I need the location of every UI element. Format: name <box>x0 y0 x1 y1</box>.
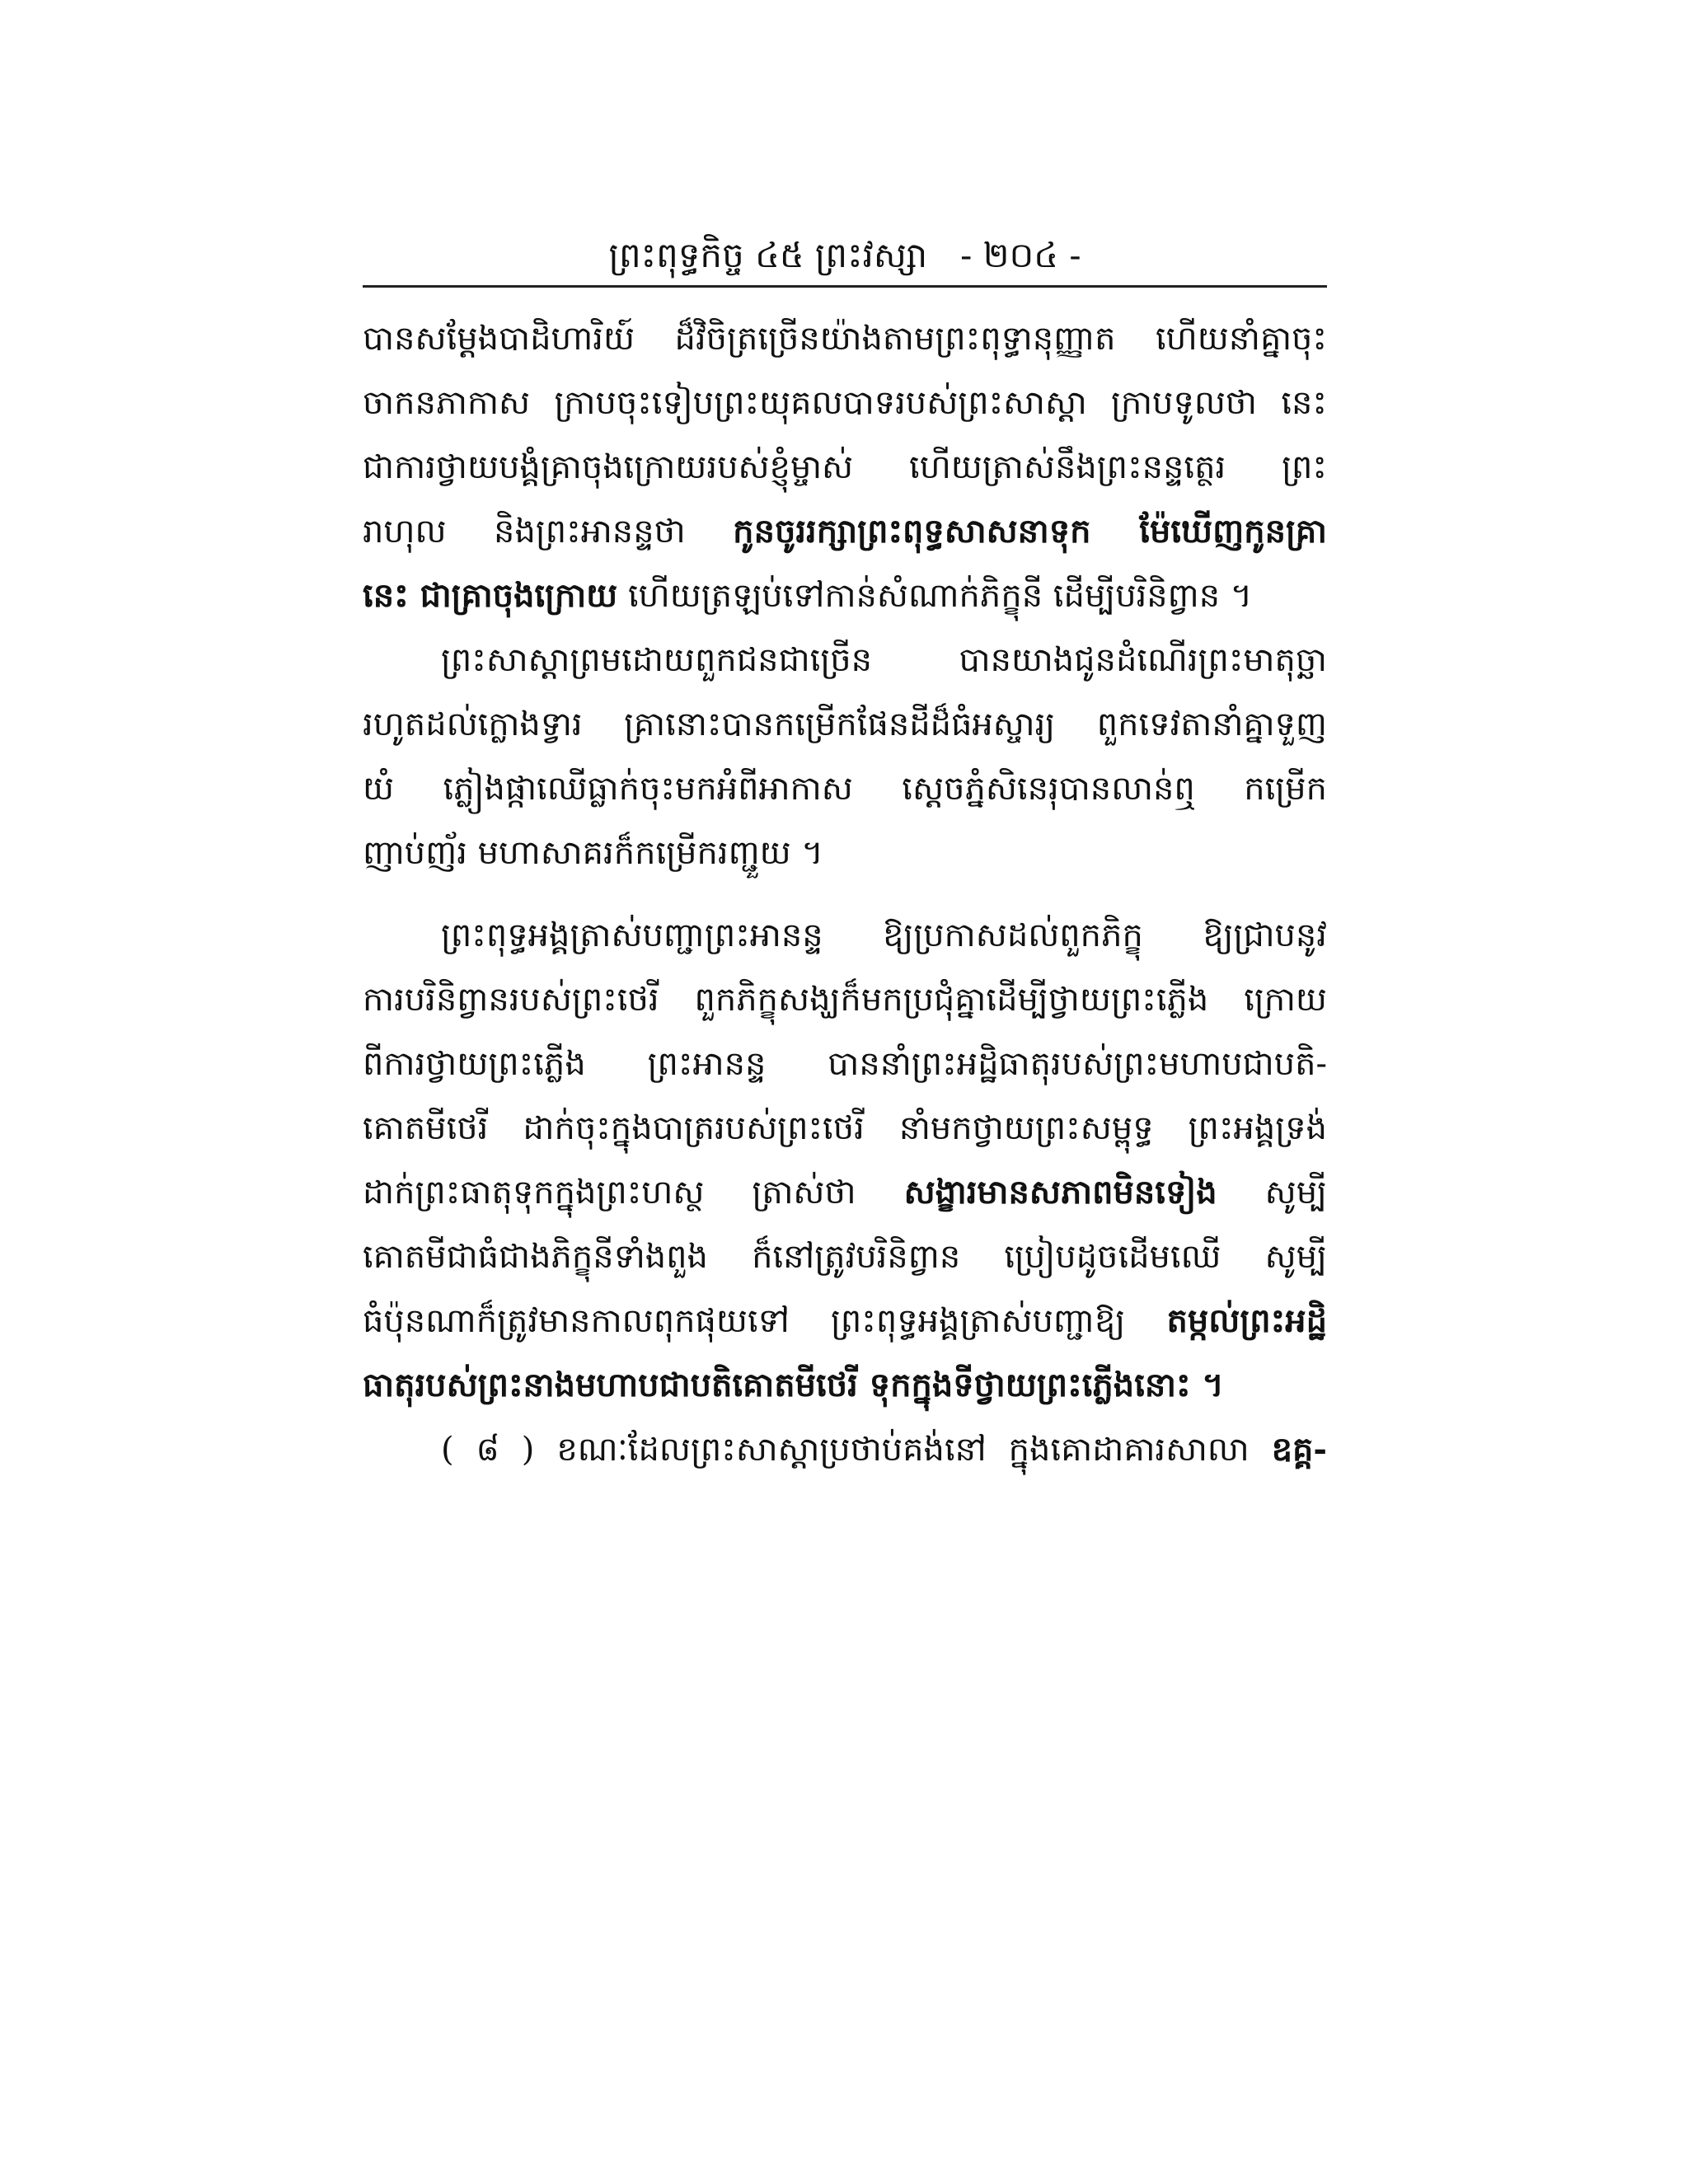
text-line: ការបរិនិព្វានរបស់ព្រះថេរី ពួកភិក្ខុសង្ឃក៏មកប្រជុំគ្នាដើម្បីថ្វាយព្រះភ្លើង ក្រោយ <box>363 981 1327 1019</box>
text-line: គោតមីជាធំជាងភិក្ខុនីទាំងពួង ក៏នៅត្រូវបរិនិព្វាន ប្រៀបដូចដើមឈើ សូម្បី <box>363 1238 1327 1276</box>
text-line: ព្រះសាស្តាព្រមដោយពួកជនជាច្រើន បានយាងជូនដំណើរព្រះមាតុច្ឆា <box>441 641 1327 679</box>
paragraph-3 <box>363 903 1327 1418</box>
page-number: - ២០៤ - <box>960 235 1081 275</box>
text-line: រហូតដល់ក្លោងទ្វារ គ្រានោះបានកម្រើកផែនដីដ៏ធំអស្ចារ្យ ពួកទេវតានាំគ្នាទួញ <box>363 705 1327 743</box>
paragraph-1 <box>363 307 1327 628</box>
text-line: ចាកនភាកាស ក្រាបចុះទៀបព្រះយុគលបាទរបស់ព្រះសាស្តា ក្រាបទូលថា នេះ <box>363 384 1327 422</box>
text-line <box>363 499 1327 564</box>
text-line: ញាប់ញ័រ មហាសាគរក៏កម្រើករញ្ជួយ ។ <box>363 834 823 872</box>
text-line <box>363 1289 1327 1353</box>
bold-text: ឧគ្គ- <box>1271 1430 1327 1469</box>
text-span: ហើយត្រឡប់ទៅកាន់សំណាក់ភិក្ខុនី ដើម្បីបរិនិព្វាន ។ <box>627 577 1253 615</box>
text-line: ព្រះពុទ្ធអង្គត្រាស់បញ្ជាព្រះអានន្ទ ឱ្យប្រកាសដល់ពួកភិក្ខុ ឱ្យជ្រាបនូវ <box>441 916 1327 954</box>
text-span: ដាក់ព្រះធាតុទុកក្នុងព្រះហស្ថ ត្រាស់ថា <box>363 1174 856 1212</box>
bold-quote: នេះ ជាគ្រាចុងក្រោយ <box>363 576 618 615</box>
bold-quote: សង្ខារមានសភាពមិនទៀង <box>903 1173 1217 1212</box>
text-span: សូម្បី <box>1264 1174 1327 1212</box>
running-title: ព្រះពុទ្ធកិច្ច ៤៥ ព្រះវស្សា <box>608 235 928 275</box>
text-line: ជាការថ្វាយបង្គំគ្រាចុងក្រោយរបស់ខ្ញុំម្ចាស់ ហើយត្រាស់នឹងព្រះនន្ទត្ថេរ ព្រះ <box>363 448 1327 486</box>
text-line: ពីការថ្វាយព្រះភ្លើង ព្រះអានន្ទ បាននាំព្រះអដ្ឋិធាតុរបស់ព្រះមហាបជាបតិ- <box>363 1045 1327 1083</box>
text-line <box>363 564 1327 628</box>
bold-quote: កូនចូររក្សាព្រះពុទ្ធសាសនាទុក ម៉ែឃើញកូនគ្រា <box>733 512 1327 551</box>
text-line: ធាតុរបស់ព្រះនាងមហាបជាបតិគោតមីថេរី ទុកក្នុងទីថ្វាយព្រះភ្លើងនោះ ។ <box>363 1366 1224 1404</box>
body-text <box>363 307 1327 1482</box>
header-rule <box>363 285 1327 288</box>
text-line <box>363 1418 1327 1482</box>
text-line <box>363 1160 1327 1225</box>
running-header <box>363 232 1327 279</box>
paragraph-4 <box>363 1418 1327 1482</box>
text-line: យំ ភ្លៀងផ្កាឈើធ្លាក់ចុះមកអំពីអាកាស ស្តេចភ្នំសិនេរុបានលាន់ឮ កម្រើក <box>363 770 1327 808</box>
bold-text: តម្កល់ព្រះអដ្ឋិ <box>1166 1301 1327 1340</box>
text-span: ធំប៉ុនណាក៏ត្រូវមានកាលពុកផុយទៅ ព្រះពុទ្ធអង្គត្រាស់បញ្ជាឱ្យ <box>363 1302 1126 1340</box>
text-span: រាហុល និងព្រះអានន្ទថា <box>363 513 686 551</box>
text-span: ( ៨ ) ខណៈដែលព្រះសាស្តាប្រថាប់គង់នៅ ក្នុងគោដាគារសាលា <box>441 1431 1250 1469</box>
text-line: បានសម្តែងបាដិហារិយ៍ ដ៏វិចិត្រច្រើនយ៉ាងតាមព្រះពុទ្ធានុញ្ញាត ហើយនាំគ្នាចុះ <box>363 320 1327 358</box>
text-line: គោតមីថេរី ដាក់ចុះក្នុងបាត្ររបស់ព្រះថេរី នាំមកថ្វាយព្រះសម្ពុទ្ធ ព្រះអង្គទ្រង់ <box>363 1109 1327 1147</box>
paragraph-2 <box>363 628 1327 885</box>
